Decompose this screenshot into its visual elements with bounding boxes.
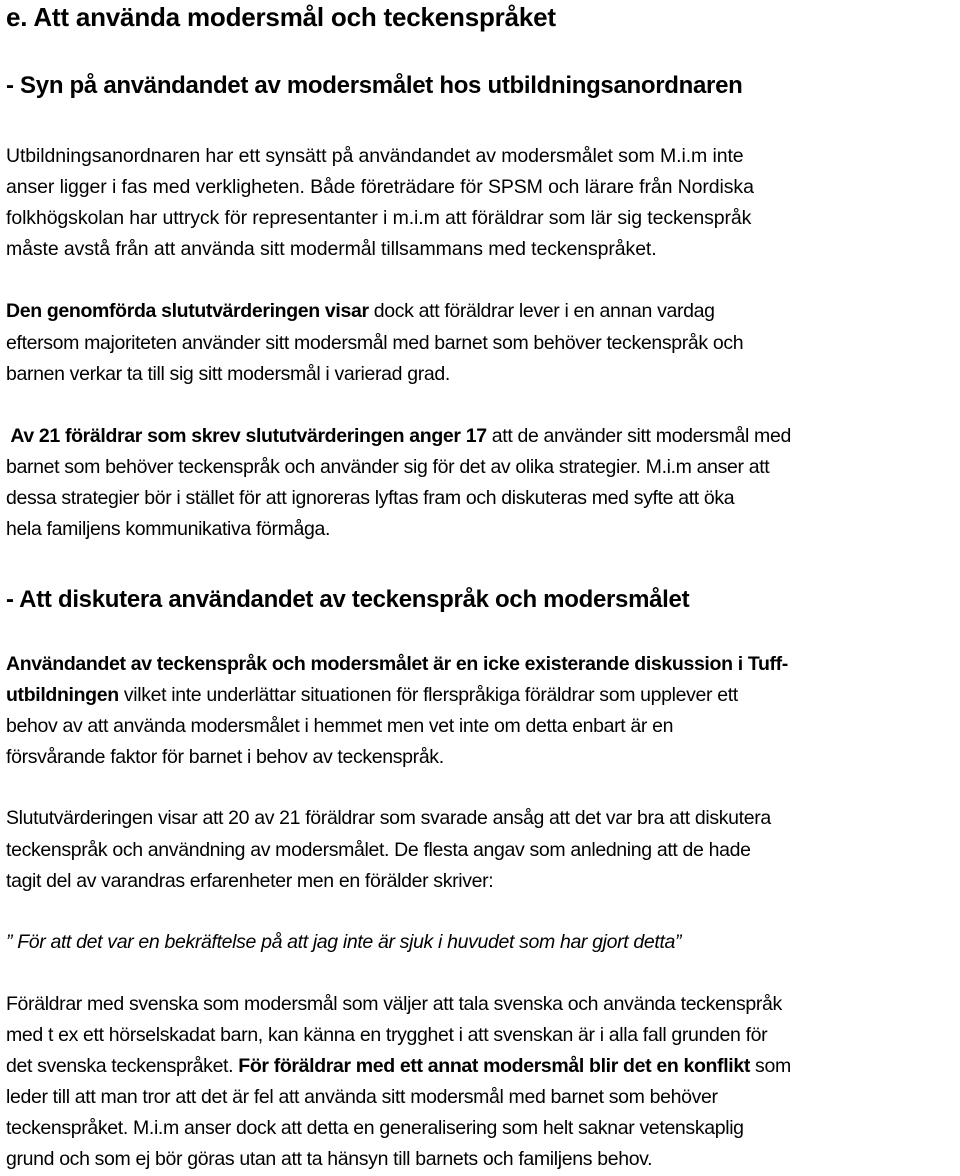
s1-p3-bold: Av 21 föräldrar som skrev slututvärderingen anger 17 — [6, 425, 487, 447]
s2-p2-line2: teckenspråk och användning av modersmålet. De flesta angav som anledning att de hade — [6, 839, 751, 861]
s2-p1-bold: utbildningen — [6, 684, 119, 706]
s1-p2-line2: eftersom majoriteten använder sitt modersmål med barnet som behöver teckenspråk och — [6, 332, 744, 354]
s2-p1-line2-rest: vilket inte underlättar situationen för flerspråkiga föräldrar som upplever ett — [118, 684, 738, 706]
page-heading: e. Att använda modersmål och teckenspråket — [6, 2, 556, 32]
s1-p3-line3: dessa strategier bör i stället för att ignoreras lyftas fram och diskuteras med syfte att öka — [6, 487, 735, 509]
s2-p3-line2: med t ex ett hörselskadat barn, kan känna en trygghet i att svenskan är i alla fall grunden för — [6, 1024, 768, 1046]
s1-p1-line1: Utbildningsanordnaren har ett synsätt på användandet av modersmålet som M.i.m inte — [6, 145, 744, 167]
s1-p3-line1-rest: att de använder sitt modersmål med — [486, 425, 791, 447]
s1-p2-line3: barnen verkar ta till sig sitt modersmål i varierad grad. — [6, 363, 450, 385]
s2-p1-line4: försvårande faktor för barnet i behov av teckenspråk. — [6, 746, 444, 768]
s2-p3-line6: grund och som ej bör göras utan att ta hänsyn till barnets och familjens behov. — [6, 1148, 653, 1170]
s2-p1-line3: behov av att använda modersmålet i hemmet men vet inte om detta enbart är en — [6, 715, 674, 737]
s2-p3-line3-end: som — [749, 1055, 791, 1077]
s1-p1-line3: folkhögskolan har uttryck för representanter i m.i.m att föräldrar som lär sig teckenspråk — [6, 207, 752, 229]
section1-title: - Syn på användandet av modersmålet hos utbildningsanordnaren — [6, 72, 743, 99]
s2-p2-line3: tagit del av varandras erfarenheter men en förälder skriver: — [6, 870, 494, 892]
s2-p3-line1: Föräldrar med svenska som modersmål som väljer att tala svenska och använda teckenspråk — [6, 993, 782, 1015]
s2-p2-line1: Slututvärderingen visar att 20 av 21 föräldrar som svarade ansåg att det var bra att diskutera — [6, 807, 771, 829]
parent-quote: ” För att det var en bekräftelse på att jag inte är sjuk i huvudet som har gjort detta” — [6, 931, 682, 953]
s1-p1-line2: anser ligger i fas med verkligheten. Både företrädare för SPSM och lärare från Nordiska — [6, 176, 754, 198]
s1-p2-line1-rest: dock att föräldrar lever i en annan vardag — [368, 300, 715, 322]
s2-p3-line3-start: det svenska teckenspråket. — [6, 1055, 239, 1077]
s2-p3-line3 — [6, 1053, 791, 1079]
s1-p3-line4: hela familjens kommunikativa förmåga. — [6, 518, 331, 540]
section2-title: - Att diskutera användandet av teckenspråk och modersmålet — [6, 586, 690, 613]
s2-p3-line5: teckenspråket. M.i.m anser dock att detta en generalisering som helt saknar vetenskaplig — [6, 1117, 744, 1139]
s2-p3-bold: För föräldrar med ett annat modersmål blir det en konflikt — [238, 1055, 750, 1077]
s2-p1-line1: Användandet av teckenspråk och modersmålet är en icke existerande diskussion i Tuff- — [6, 653, 788, 675]
s2-p1-line2 — [6, 682, 738, 708]
s1-p2-bold: Den genomförda slututvärderingen visar — [6, 300, 369, 322]
s1-p3-line2: barnet som behöver teckenspråk och använder sig för det av olika strategier. M.i.m anser att — [6, 456, 770, 478]
s1-p3-line1 — [6, 423, 791, 449]
s2-p3-line4: leder till att man tror att det är fel att använda sitt modersmål med barnet som behöver — [6, 1086, 718, 1108]
s1-p1-line4: måste avstå från att använda sitt modermål tillsammans med teckenspråket. — [6, 238, 657, 260]
s1-p2-line1 — [6, 298, 715, 324]
